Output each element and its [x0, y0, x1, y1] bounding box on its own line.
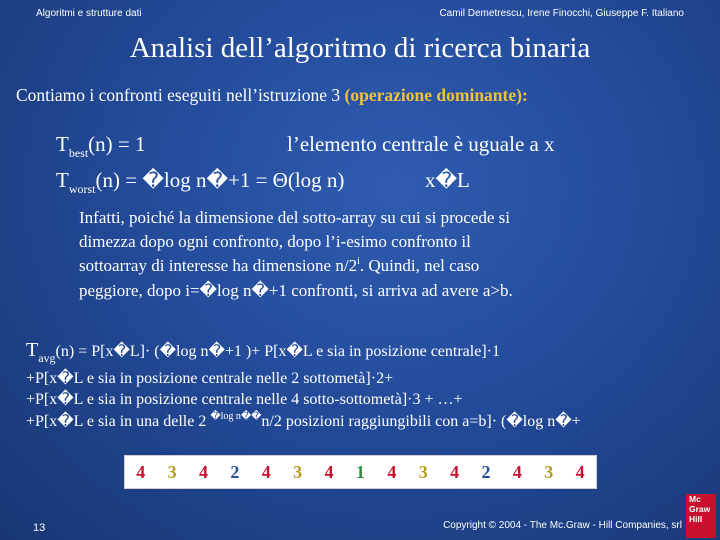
best-rest: (n) = 1	[88, 132, 146, 156]
worst-note: x�L	[425, 168, 470, 192]
mcgraw-hill-logo	[686, 494, 716, 538]
explanation-3-text: sottoarray di interesse ha dimensione n/2	[79, 256, 358, 275]
array-cell: 4	[575, 461, 585, 482]
authors: Camil Demetrescu, Irene Finocchi, Giuseppe F. Italiano	[439, 8, 684, 19]
course-title: Algoritmi e strutture dati	[36, 8, 142, 19]
array-cell: 3	[418, 461, 428, 482]
array-cell: 3	[544, 461, 554, 482]
best-case	[56, 132, 146, 160]
logo-line: Hill	[689, 514, 703, 524]
avg-line-3-tail: n/2 posizioni raggiungibili con a=b]· (�log n�+	[261, 413, 581, 430]
worst-case	[56, 168, 345, 196]
array-cell: 3	[293, 461, 303, 482]
best-note: l’elemento centrale è uguale a x	[287, 132, 555, 156]
array-cell: 2	[481, 461, 491, 482]
intro-highlight: (operazione dominante):	[344, 85, 528, 105]
worst-t: T	[56, 168, 69, 192]
array-cell: 4	[198, 461, 208, 482]
avg-line-1: +P[x�L e sia in posizione centrale nelle 2 sottometà]·2+	[26, 370, 394, 387]
array-cell: 3	[167, 461, 177, 482]
explanation-1: Infatti, poiché la dimensione del sotto-array su cui si procede si	[79, 208, 511, 227]
explanation-2: dimezza dopo ogni confronto, dopo l’i-esimo confronto il	[79, 232, 471, 251]
worst-rest: (n) = �log n�+1 = Θ(log n)	[95, 168, 345, 192]
avg-line-3-text: +P[x�L e sia in una delle 2	[26, 413, 211, 430]
logo-line: Graw	[689, 504, 711, 514]
logo-line: Mc	[689, 494, 701, 504]
best-t: T	[56, 132, 69, 156]
array-cell: 4	[324, 461, 334, 482]
explanation-4: peggiore, dopo i=�log n�+1 confronti, si arriva ad avere a>b.	[79, 281, 513, 300]
array-cell: 1	[355, 461, 365, 482]
example-array	[124, 455, 597, 489]
array-cell: 4	[136, 461, 146, 482]
explanation-3-tail: . Quindi, nel caso	[359, 256, 480, 275]
avg-eq: (n) = P[x�L]· (�log n�+1 )+ P[x�L e sia in posizione centrale]·1	[55, 343, 500, 360]
explanation-3-sup: i	[357, 256, 360, 267]
avg-t: T	[26, 339, 39, 361]
intro-text: Contiamo i confronti eseguiti nell’istruzione 3	[16, 85, 341, 105]
intro-line	[16, 85, 528, 106]
best-sub: best	[68, 146, 89, 160]
avg-line-3	[26, 411, 581, 431]
avg-sub: avg	[38, 351, 56, 365]
avg-line-3-sup: �log n��	[210, 411, 262, 422]
array-cell: 4	[450, 461, 460, 482]
avg-line-2: +P[x�L e sia in posizione centrale nelle 4 sotto-sottometà]·3 + …+	[26, 391, 463, 408]
page-number: 13	[33, 522, 46, 534]
explanation-3	[79, 256, 479, 276]
copyright: Copyright © 2004 - The Mc.Graw - Hill Companies, srl	[443, 520, 682, 531]
array-cell: 4	[512, 461, 522, 482]
array-cell: 4	[387, 461, 397, 482]
array-cell: 2	[230, 461, 240, 482]
avg-case	[26, 339, 500, 365]
array-cell: 4	[261, 461, 271, 482]
worst-sub: worst	[68, 182, 96, 196]
slide-title: Analisi dell’algoritmo di ricerca binaria	[129, 32, 591, 64]
